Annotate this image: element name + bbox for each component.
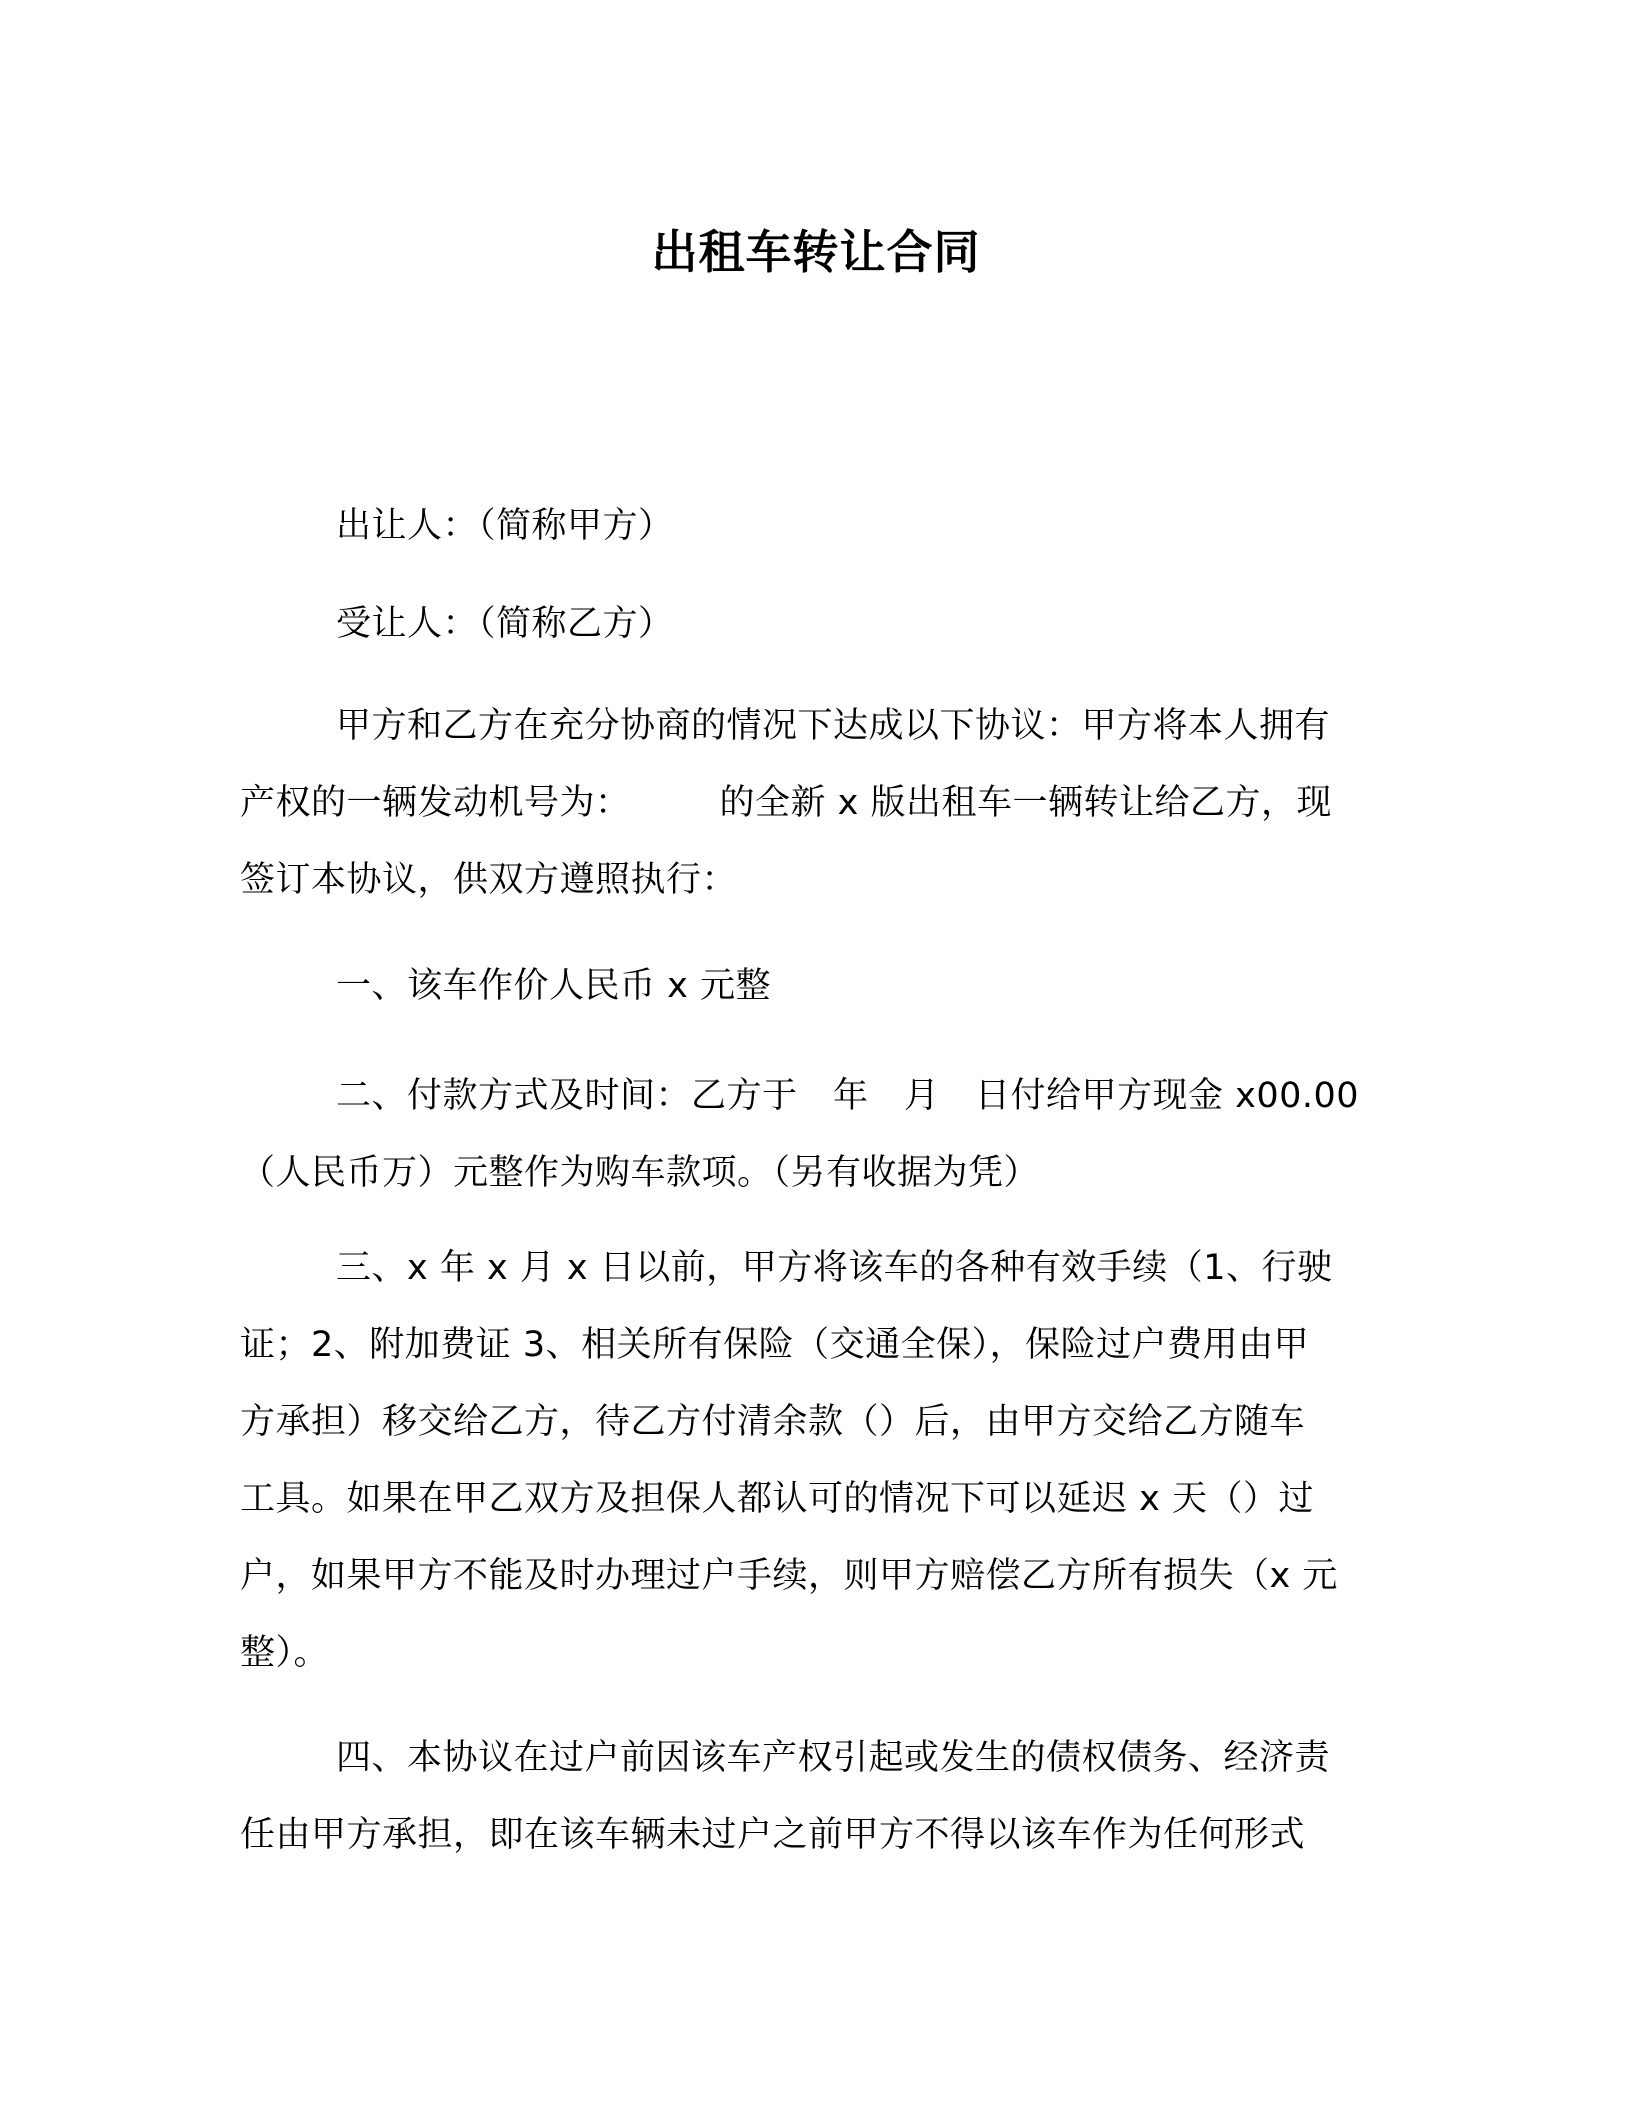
clause-4 (240, 1720, 1385, 1874)
clause-3-line-4: 工具。如果在甲乙双方及担保人都认可的情况下可以延迟 x 天（）过 (240, 1479, 1314, 1519)
clause-3-line-2: 证；2、附加费证 3、相关所有保险（交通全保），保险过户费用由甲 (240, 1325, 1310, 1365)
intro-line-1: 甲方和乙方在充分协商的情况下达成以下协议：甲方将本人拥有 (336, 706, 1331, 746)
transferee-text: 受让人：（简称乙方） (336, 604, 674, 644)
clause-3 (240, 1230, 1385, 1692)
clause-3-line-1: 三、x 年 x 月 x 日以前，甲方将该车的各种有效手续（1、行驶 (336, 1248, 1333, 1288)
transferor-line (240, 488, 1385, 565)
clause-3-line-3: 方承担）移交给乙方，待乙方付清余款（）后，由甲方交给乙方随车 (240, 1402, 1306, 1442)
clause-2 (240, 1058, 1385, 1212)
clause-4-line-1: 四、本协议在过户前因该车产权引起或发生的债权债务、经济责 (336, 1738, 1331, 1778)
clause-1-text: 一、该车作价人民币 x 元整 (336, 966, 771, 1006)
intro-line-2: 产权的一辆发动机号为： 的全新 x 版出租车一辆转让给乙方，现 (240, 783, 1332, 823)
document-title: 出租车转让合同 (651, 225, 981, 279)
clause-4-line-2: 任由甲方承担，即在该车辆未过户之前甲方不得以该车作为任何形式 (240, 1815, 1306, 1855)
clause-3-line-6: 整）。 (240, 1633, 330, 1673)
clause-3-line-5: 户，如果甲方不能及时办理过户手续，则甲方赔偿乙方所有损失（x 元 (240, 1556, 1338, 1596)
clause-2-line-1: 二、付款方式及时间：乙方于 年 月 日付给甲方现金 x00.00 (336, 1076, 1360, 1116)
transferor-text: 出让人：（简称甲方） (336, 506, 674, 546)
clause-1 (240, 948, 1385, 1025)
intro-line-3: 签订本协议，供双方遵照执行： (240, 860, 738, 900)
intro-paragraph (240, 688, 1385, 919)
clause-2-line-2: （人民币万）元整作为购车款项。（另有收据为凭） (240, 1153, 1040, 1193)
transferee-line (240, 586, 1385, 663)
